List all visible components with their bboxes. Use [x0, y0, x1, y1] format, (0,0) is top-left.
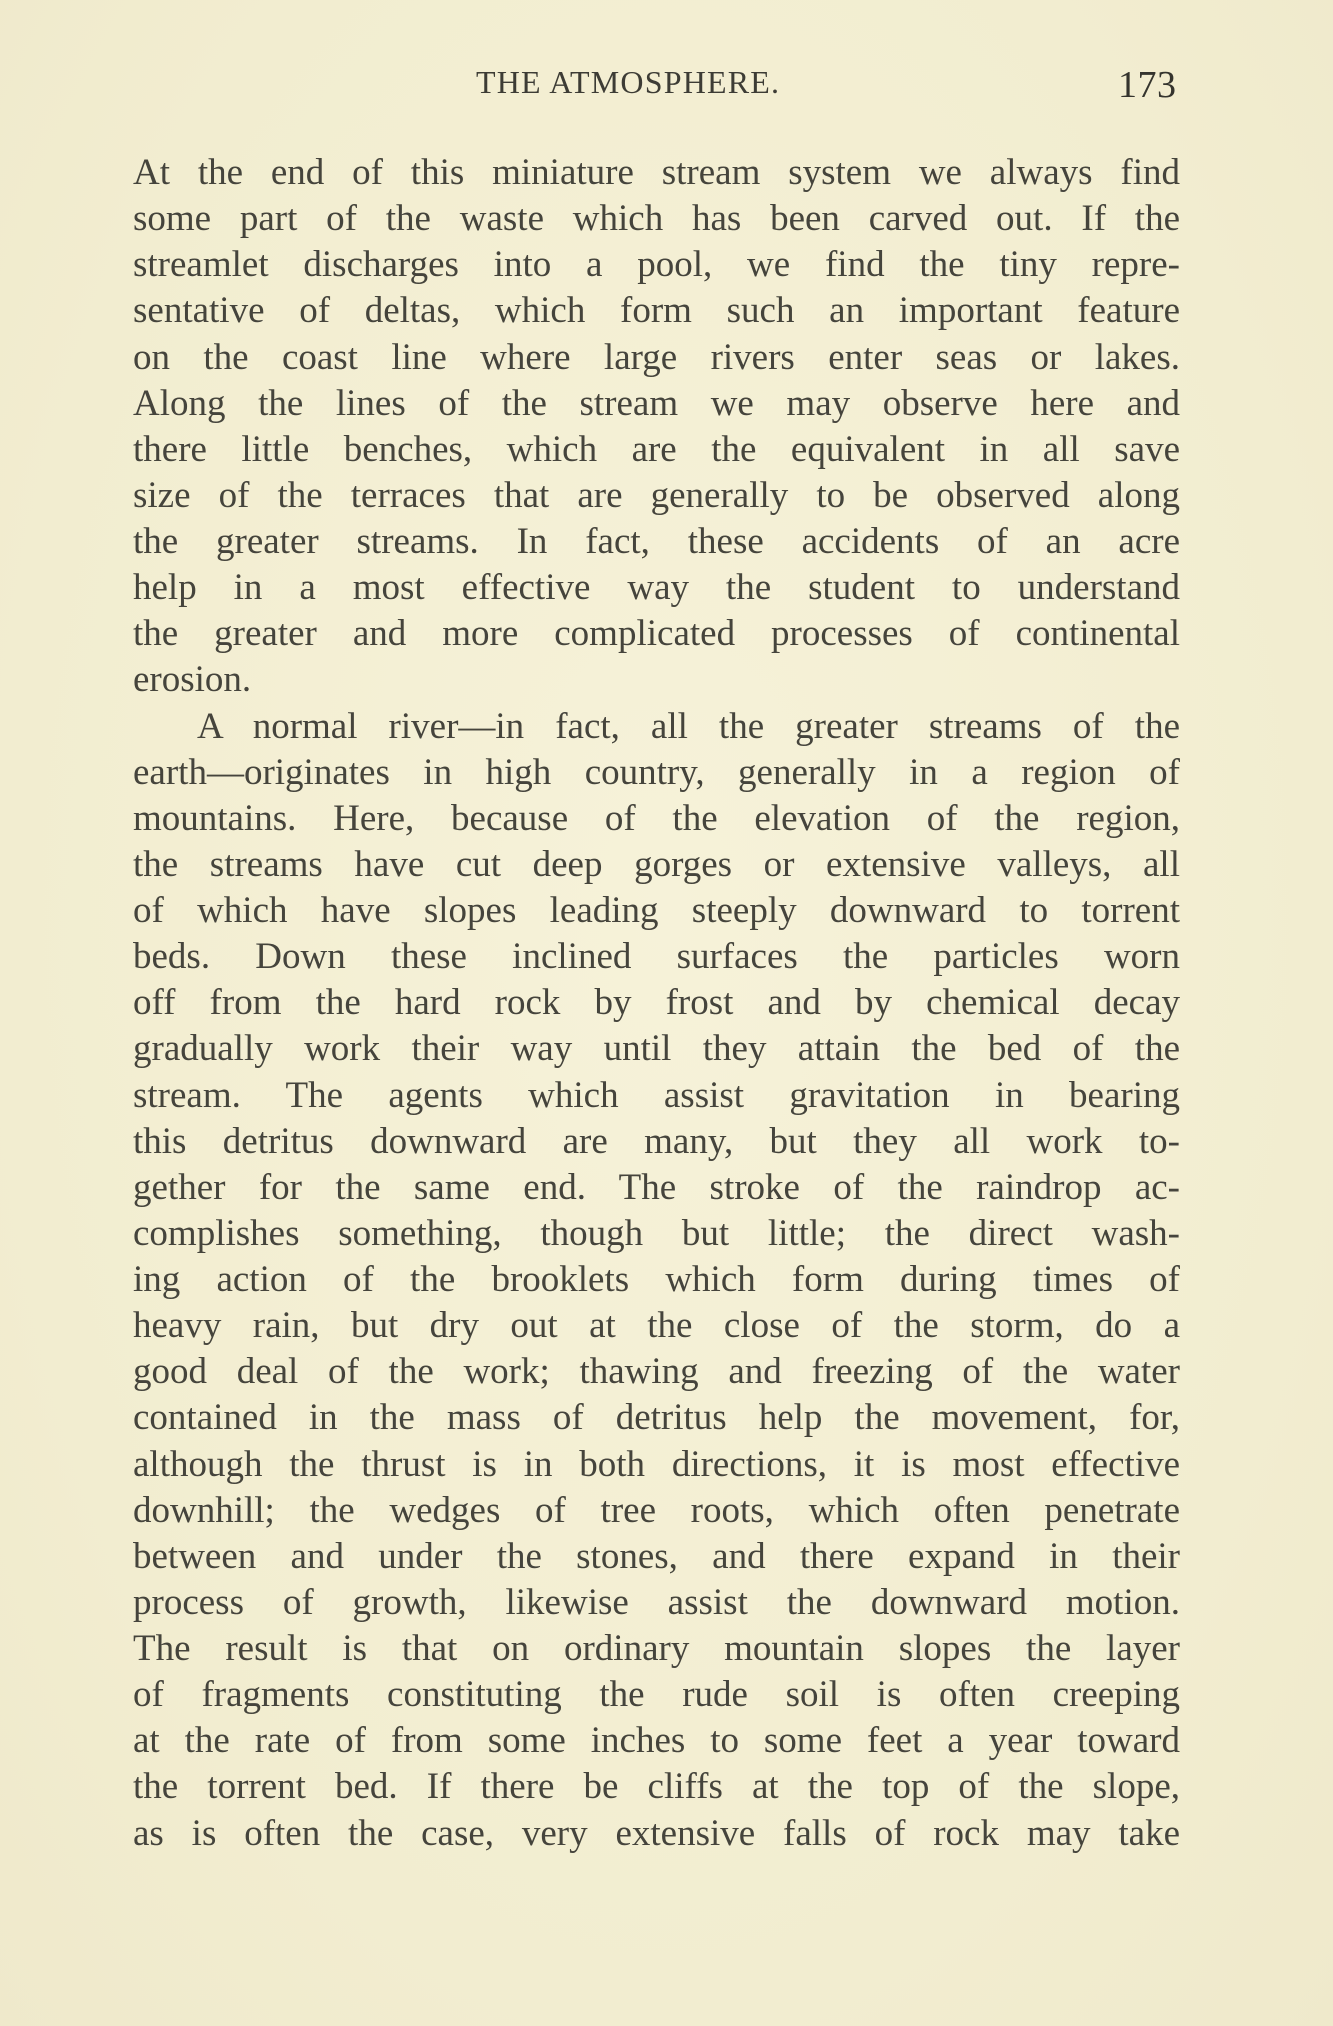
text-line: streamlet discharges into a pool, we find the tiny repre- — [133, 244, 1180, 286]
text-line: between and under the stones, and there expand in their — [133, 1535, 1180, 1577]
text-line: this detritus downward are many, but they all work to- — [133, 1120, 1180, 1162]
body-text — [133, 150, 1180, 1857]
text-line: complishes something, though but little; the direct wash- — [133, 1212, 1180, 1254]
text-line: erosion. — [133, 659, 252, 701]
running-head: THE ATMOSPHERE. — [476, 64, 781, 100]
text-line: there little benches, which are the equivalent in all save — [133, 428, 1180, 470]
text-line: the streams have cut deep gorges or extensive valleys, all — [133, 843, 1180, 885]
text-line: of which have slopes leading steeply downward to torrent — [133, 890, 1180, 931]
text-line: on the coast line where large rivers enter seas or lakes. — [133, 336, 1180, 378]
text-line: sentative of deltas, which form such an important feature — [133, 290, 1180, 332]
text-line: The result is that on ordinary mountain slopes the layer — [133, 1628, 1180, 1669]
text-line: of fragments constituting the rude soil is often creeping — [133, 1674, 1180, 1716]
text-line: beds. Down these inclined surfaces the particles worn — [133, 936, 1180, 978]
text-line: at the rate of from some inches to some feet a year toward — [133, 1720, 1180, 1762]
text-line: good deal of the work; thawing and freezing of the water — [133, 1351, 1180, 1393]
text-line: contained in the mass of detritus help the movement, for, — [133, 1397, 1180, 1439]
page-number: 173 — [1118, 64, 1177, 106]
text-line: A normal river—in fact, all the greater streams of the — [197, 705, 1180, 747]
text-line: heavy rain, but dry out at the close of the storm, do a — [133, 1305, 1180, 1347]
text-line: the greater streams. In fact, these accidents of an acre — [133, 521, 1180, 562]
text-line: mountains. Here, because of the elevation of the region, — [133, 797, 1180, 839]
text-line: off from the hard rock by frost and by chemical decay — [133, 982, 1180, 1024]
text-line: gradually work their way until they attain the bed of the — [133, 1028, 1180, 1070]
text-line: although the thrust is in both directions, it is most effective — [133, 1443, 1180, 1485]
text-line: At the end of this miniature stream system we always find — [133, 152, 1180, 193]
text-line: stream. The agents which assist gravitation in bearing — [133, 1074, 1180, 1116]
text-line: help in a most effective way the student to understand — [133, 567, 1180, 609]
text-line: gether for the same end. The stroke of the raindrop ac- — [133, 1166, 1180, 1208]
text-line: earth—originates in high country, generally in a region of — [133, 751, 1180, 793]
text-line: size of the terraces that are generally to be observed along — [133, 474, 1180, 516]
text-line: Along the lines of the stream we may observe here and — [133, 382, 1180, 424]
text-line: downhill; the wedges of tree roots, which often penetrate — [133, 1489, 1180, 1531]
text-line: the torrent bed. If there be cliffs at the top of the slope, — [133, 1766, 1180, 1808]
text-line: some part of the waste which has been carved out. If the — [133, 198, 1180, 240]
text-line: as is often the case, very extensive falls of rock may take — [133, 1812, 1180, 1854]
text-line: the greater and more complicated processes of continental — [133, 613, 1180, 655]
text-line: ing action of the brooklets which form during times of — [133, 1259, 1180, 1300]
text-line: process of growth, likewise assist the downward motion. — [133, 1581, 1180, 1623]
